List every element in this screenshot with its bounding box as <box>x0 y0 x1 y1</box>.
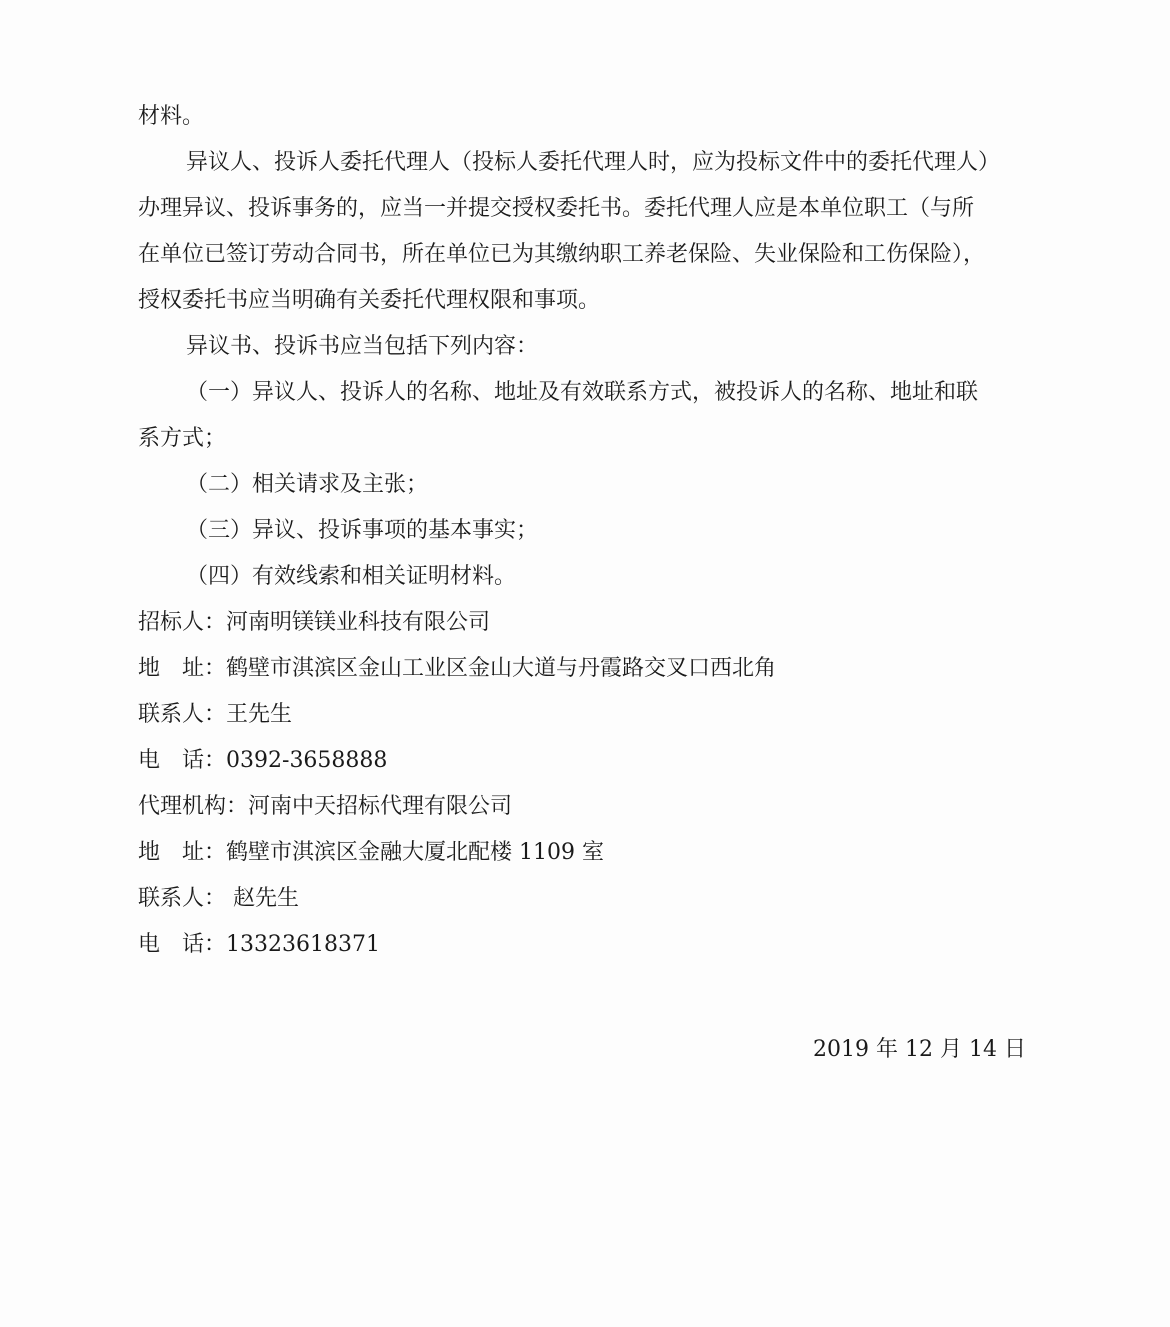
agency-address-row <box>138 830 1030 876</box>
tenderer-contact-label: 联系人： <box>138 702 227 727</box>
agency-phone-label: 电 话： <box>138 932 227 957</box>
agency-name-row <box>138 784 1030 830</box>
agency-name-value: 河南中天招标代理有限公司 <box>248 794 513 819</box>
paragraph-continuation: 材料。 <box>138 104 205 129</box>
tenderer-address-row <box>138 646 1030 692</box>
agency-contact-value: 赵先生 <box>226 886 300 911</box>
list-item-3: （三）异议、投诉事项的基本事实； <box>186 518 539 543</box>
tenderer-name-row <box>138 600 1030 646</box>
agent-paragraph-line-3: 在单位已签订劳动合同书，所在单位已为其缴纳职工养老保险、失业保险和工伤保险）， <box>138 242 986 267</box>
list-item-1-line-1: （一）异议人、投诉人的名称、地址及有效联系方式，被投诉人的名称、地址和联 <box>186 380 979 405</box>
agency-name-label: 代理机构： <box>138 794 249 819</box>
agent-paragraph-line-4: 授权委托书应当明确有关委托代理权限和事项。 <box>138 288 601 313</box>
tenderer-contact-row <box>138 692 1030 738</box>
agent-paragraph-line-2: 办理异议、投诉事务的，应当一并提交授权委托书。委托代理人应是本单位职工（与所 <box>138 196 975 221</box>
tenderer-phone-value: 0392-3658888 <box>226 748 388 773</box>
agency-contact-label: 联系人： <box>138 886 227 911</box>
list-item-1-line-2: 系方式； <box>138 426 227 451</box>
tenderer-name-value: 河南明镁镁业科技有限公司 <box>226 610 491 635</box>
agency-address-value: 鹤壁市淇滨区金融大厦北配楼 1109 室 <box>226 840 604 865</box>
document-date: 2019 年 12 月 14 日 <box>813 1037 1026 1062</box>
contents-intro: 异议书、投诉书应当包括下列内容： <box>186 334 539 359</box>
document-body <box>138 94 1030 968</box>
agency-phone-row <box>138 922 1030 968</box>
agent-paragraph-line-1: 异议人、投诉人委托代理人（投标人委托代理人时，应为投标文件中的委托代理人） <box>186 150 1001 175</box>
list-item-2: （二）相关请求及主张； <box>186 472 429 497</box>
tenderer-name-label: 招标人： <box>138 610 227 635</box>
agency-contact-row <box>138 876 1030 922</box>
tenderer-phone-row <box>138 738 1030 784</box>
tenderer-address-value: 鹤壁市淇滨区金山工业区金山大道与丹霞路交叉口西北角 <box>226 656 777 681</box>
tenderer-contact-value: 王先生 <box>226 702 293 727</box>
agency-phone-value: 13323618371 <box>226 932 380 957</box>
tenderer-address-label: 地 址： <box>138 656 227 681</box>
list-item-4: （四）有效线索和相关证明材料。 <box>186 564 517 589</box>
tenderer-phone-label: 电 话： <box>138 748 227 773</box>
agency-address-label: 地 址： <box>138 840 227 865</box>
